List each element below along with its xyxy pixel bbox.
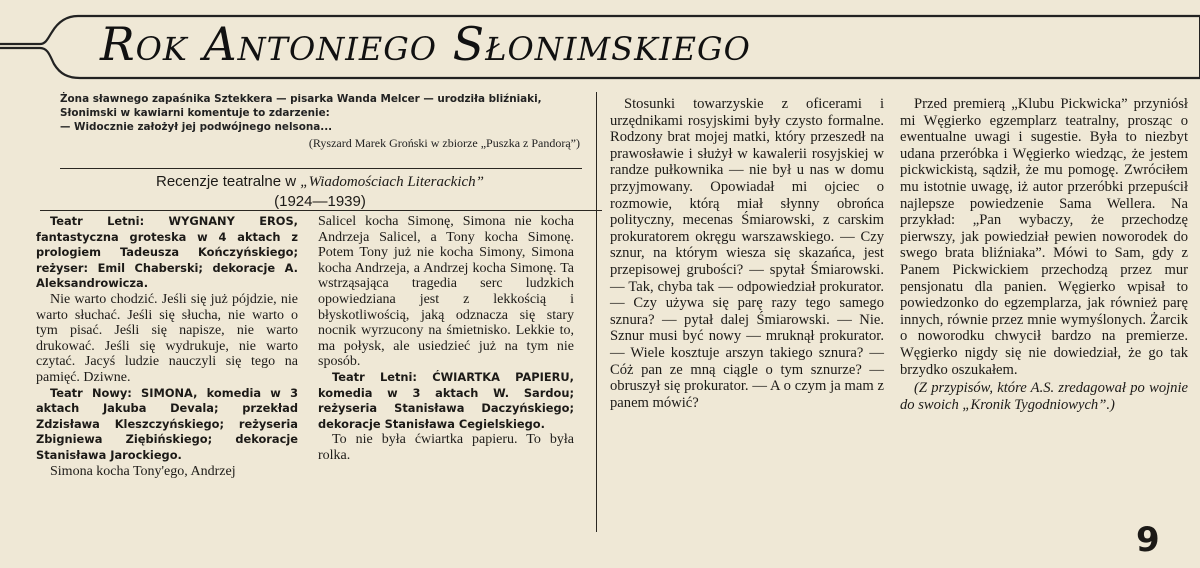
page-title: Rok Antoniego Słonimskiego	[100, 17, 751, 71]
divider	[40, 210, 602, 211]
column-4	[900, 96, 1188, 413]
column-1	[36, 214, 298, 479]
epigraph-source: (Ryszard Marek Groński w zbiorze „Puszka z Pandorą”)	[308, 136, 580, 150]
column-divider	[596, 92, 597, 532]
column-3	[610, 96, 884, 411]
epigraph-line: — Widocznie założył jej podwójnego nelsona...	[60, 121, 333, 133]
memoir-text: Przed premierą „Klubu Pickwicka” przyniósł mi Węgierko egzemplarz teatralny, prosząc o ewentualne uwagi i sugestie. Była to niezbyt udana przeróbka i Węgierko wiedząc, że jestem pickwickistą, sądził, że mu pomogę. Zwróciłem mu istotnie uwagę, iż autor przeróbki przepuścił najlepsze powiedzenie Sama Wellera. Na przykład: „Pan wybaczy, że przechodzę pierwszy, jak powiedział pewien noworodek do swego brata bliźniaka”. Mówi to Sam, gdy z Panem Pickwickiem przechodzą przez mur pensjonatu dla panien. Węgierko wpisał to powiedzonko do egzemplarza, jak również parę innych, równie przez mnie wymyślonych. Żarcik o noworodku chwycił bardzo na premierze. Węgierko nigdy się nie dowiedział, że go tak brzydko oszukałem.	[900, 96, 1188, 378]
section-title-italic: „Wiadomościach Literackich”	[300, 174, 484, 190]
header-banner	[0, 0, 1200, 90]
review-heading: Teatr Nowy: SIMONA, komedia w 3 aktach Jakuba Devala; przekład Zdzisława Kleszczyńskiego; reżyseria Zbigniewa Ziębińskiego; dekoracje Stanisława Jarockiego.	[36, 385, 298, 462]
epigraph-line: Żona sławnego zapaśnika Sztekkera — pisarka Wanda Melcer — urodziła bliźniaki, Słonimski w kawiarni komentuje to zdarzenie:	[60, 93, 542, 119]
divider	[60, 168, 582, 169]
footnote: (Z przypisów, które A.S. zredagował po wojnie do swoich „Kronik Tygodniowych”.)	[900, 380, 1188, 413]
section-heading	[60, 172, 580, 211]
review-heading: Teatr Letni: ĆWIARTKA PAPIERU, komedia w 3 aktach W. Sardou; reżyseria Stanisława Daczyńskiego; dekoracje Stanisława Cegielskiego.	[318, 369, 574, 431]
page-number: 9	[1136, 520, 1160, 560]
epigraph	[60, 92, 580, 150]
review-body: To nie była ćwiartka papieru. To była rolka.	[318, 432, 574, 463]
column-2	[318, 214, 574, 464]
review-body: Nie warto chodzić. Jeśli się już pójdzie, nie warto słuchać. Jeśli się słucha, nie warto o tym pisać. Jeśli się napisze, nie warto drukować. Jeśli się wydrukuje, nie warto czytać. Jacyś ludzie nauczyli się tego na pamięć. Dziwne.	[36, 291, 298, 385]
section-title-prefix: Recenzje teatralne w	[156, 173, 301, 190]
review-body: Salicel kocha Simonę, Simona nie kocha Andrzeja Salicel, a Tony kocha Simonę. Potem Tony już nie kocha Simony, Simona kocha Andrzeja, a Andrzej kocha Simonę. Ta wstrząsająca tragedia serc ludzkich opowiedziana jest z lekkością i błyskotliwością, jaką odznacza się stary nocnik wyrzucony na śmietnisko. Lekkie to, ma połysk, ale usiedzieć już na tym nie sposób.	[318, 214, 574, 370]
review-heading: Teatr Letni: WYGNANY EROS, fantastyczna groteska w 4 aktach z prologiem Tadeusza Kończyńskiego; reżyser: Emil Chaberski; dekoracje A. Aleksandrowicza.	[36, 214, 298, 291]
section-years: (1924—1939)	[274, 193, 366, 210]
review-body: Simona kocha Tony'ego, Andrzej	[50, 463, 236, 479]
memoir-text: Stosunki towarzyskie z oficerami i urzędnikami rosyjskimi były czysto formalne. Rodzony brat mojej matki, który przeszedł na prawosławie i służył w kawalerii rosyjskiej w randze pułkownika — nie był u nas w domu przyjmowany. Opowiadał mi ojciec o rozmowie, którą miał słynny obrońca polityczny, mecenas Śmiarowski, z carskim prokuratorem okręgu warszawskiego. — Czy sznur, na którym wiesza się skazańca, jest przepisowej grubości? — spytał Śmiarowski. — Tak, chyba tak — odpowiedział prokurator. — Czy używa się parę razy tego samego sznura? — pytał dalej Śmiarowski. — Nie. Sznur musi być nowy — mruknął prokurator. — Wiele kosztuje arszyn takiego sznura? — Cóż pan ze mną ciągle o tym sznurze? — obruszył się prokurator. — A o czym ja mam z panem mówić?	[610, 96, 884, 411]
